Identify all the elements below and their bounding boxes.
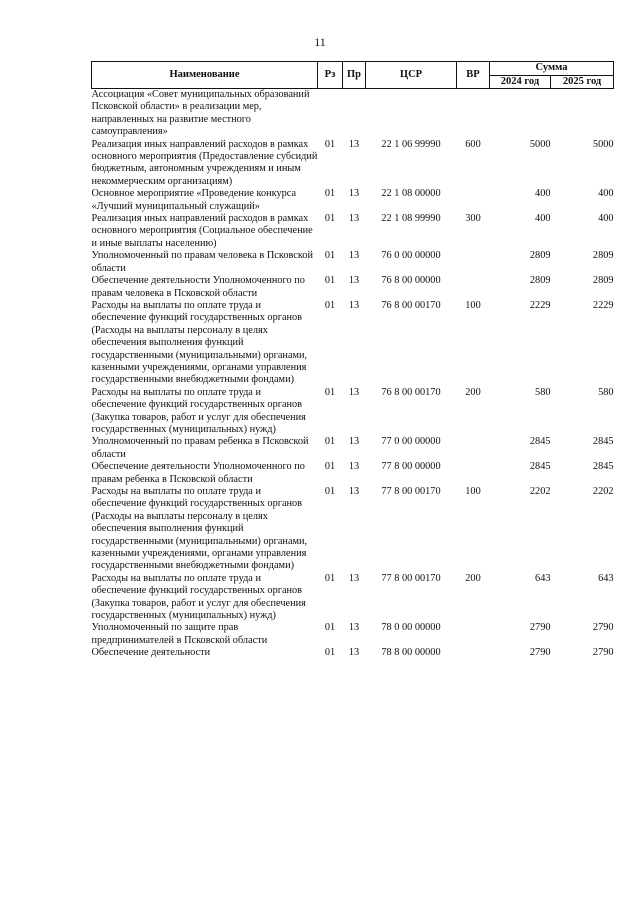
cell-rz: 01 xyxy=(324,486,336,497)
cell-pr: 13 xyxy=(348,386,360,398)
cell-y2025: 2202 xyxy=(592,486,614,497)
cell-rz: 01 xyxy=(324,436,336,448)
cell-y2024 xyxy=(490,89,551,139)
cell-vr: 600 xyxy=(465,138,481,150)
header-pr: Пр xyxy=(343,62,366,89)
header-csr: ЦСР xyxy=(366,62,457,89)
table-row xyxy=(92,647,614,659)
cell-vr: 300 xyxy=(465,213,481,225)
cell-y2024: 2790 xyxy=(529,622,551,634)
cell-y2025: 2809 xyxy=(592,275,614,287)
cell-pr: 13 xyxy=(348,188,360,200)
cell-y2024: 400 xyxy=(535,188,551,200)
cell-csr xyxy=(366,89,457,139)
cell-name: Обеспечение деятельности xyxy=(91,647,211,659)
header-vr: ВР xyxy=(457,62,490,89)
cell-y2025: 5000 xyxy=(592,138,614,150)
table-row xyxy=(92,486,614,573)
cell-pr: 13 xyxy=(348,647,360,659)
cell-vr xyxy=(457,275,490,300)
cell-y2025: 2845 xyxy=(592,436,614,448)
cell-y2024: 643 xyxy=(535,572,551,584)
cell-pr: 13 xyxy=(348,461,360,473)
cell-pr: 13 xyxy=(348,572,360,584)
cell-csr: 77 8 00 00170 xyxy=(381,486,441,497)
cell-y2025: 643 xyxy=(598,572,614,584)
table-row xyxy=(92,89,614,139)
cell-y2024: 2845 xyxy=(529,461,551,473)
table-row xyxy=(92,461,614,486)
table-row xyxy=(92,275,614,300)
cell-rz: 01 xyxy=(324,213,336,225)
cell-csr: 78 8 00 00000 xyxy=(381,647,441,659)
cell-rz: 01 xyxy=(324,250,336,262)
cell-y2024: 2845 xyxy=(529,436,551,448)
cell-vr: 200 xyxy=(465,572,481,584)
table-row xyxy=(92,300,614,387)
cell-y2024: 2809 xyxy=(529,275,551,287)
table-row xyxy=(92,213,614,250)
table-row xyxy=(92,436,614,461)
cell-y2024: 2809 xyxy=(529,250,551,262)
cell-pr: 13 xyxy=(348,299,360,311)
table-row xyxy=(92,387,614,437)
cell-pr: 13 xyxy=(348,250,360,262)
cell-y2025: 2809 xyxy=(592,250,614,262)
cell-name: Обеспечение деятельности Уполномоченного по правам человека в Псковской области xyxy=(91,275,305,299)
cell-pr: 13 xyxy=(348,436,360,448)
header-rz: Рз xyxy=(318,62,343,89)
cell-rz: 01 xyxy=(324,572,336,584)
cell-vr xyxy=(457,250,490,275)
cell-y2024: 580 xyxy=(535,386,551,398)
cell-y2024: 2202 xyxy=(529,486,551,497)
page-number: 11 xyxy=(314,35,326,49)
cell-y2025: 580 xyxy=(598,386,614,398)
cell-vr xyxy=(457,89,490,139)
cell-csr: 22 1 06 99990 xyxy=(381,138,441,150)
cell-name: Обеспечение деятельности Уполномоченного по правам ребенка в Псковской области xyxy=(91,461,305,485)
cell-pr: 13 xyxy=(348,622,360,634)
table-body xyxy=(92,89,614,660)
cell-name: Уполномоченный по правам ребенка в Псковской области xyxy=(91,436,309,460)
cell-y2025: 2229 xyxy=(592,299,614,311)
budget-table xyxy=(91,61,614,660)
cell-y2025: 2790 xyxy=(592,647,614,659)
cell-name: Расходы на выплаты по оплате труда и обеспечение функций государственных органов (Расходы на выплаты персоналу в целях обеспечения выполнения функций государственными (муниципальными) органами, казенными учреждениями, органами управления государственными внебюджетными фондами) xyxy=(91,299,308,386)
cell-rz: 01 xyxy=(324,138,336,150)
cell-vr xyxy=(457,188,490,213)
cell-vr xyxy=(457,622,490,647)
table-row xyxy=(92,573,614,623)
table-row xyxy=(92,188,614,213)
cell-y2025: 2790 xyxy=(592,622,614,634)
cell-rz: 01 xyxy=(324,275,336,287)
header-year-2025: 2025 год xyxy=(551,75,614,89)
cell-csr: 76 8 00 00000 xyxy=(381,275,441,287)
cell-csr: 76 8 00 00170 xyxy=(381,299,441,311)
cell-rz: 01 xyxy=(324,188,336,200)
cell-y2025: 2845 xyxy=(592,461,614,473)
cell-rz: 01 xyxy=(324,461,336,473)
cell-csr: 76 0 00 00000 xyxy=(381,250,441,262)
cell-rz xyxy=(318,89,343,139)
cell-y2025: 400 xyxy=(598,213,614,225)
cell-csr: 22 1 08 99990 xyxy=(381,213,441,225)
cell-rz: 01 xyxy=(324,299,336,311)
cell-vr: 200 xyxy=(465,386,481,398)
cell-y2024: 400 xyxy=(535,213,551,225)
cell-vr xyxy=(457,436,490,461)
cell-csr: 78 0 00 00000 xyxy=(381,622,441,634)
header-year-2024: 2024 год xyxy=(490,75,551,89)
cell-name: Реализация иных направлений расходов в рамках основного мероприятия (Социальное обеспечение и иные выплаты населению) xyxy=(91,213,313,249)
cell-name: Ассоциация «Совет муниципальных образований Псковской области» в реализации мер, направленных на развитие местного самоуправления» xyxy=(91,89,310,138)
cell-y2024: 2790 xyxy=(529,647,551,659)
cell-csr: 76 8 00 00170 xyxy=(381,386,441,398)
cell-vr xyxy=(457,647,490,659)
cell-pr: 13 xyxy=(348,213,360,225)
cell-name: Расходы на выплаты по оплате труда и обеспечение функций государственных органов (Расходы на выплаты персоналу в целях обеспечения выполнения функций государственными (муниципальными) органами, казенными учреждениями, органами управления государственными внебюджетными фондами) xyxy=(91,486,308,572)
cell-pr: 13 xyxy=(348,275,360,287)
cell-rz: 01 xyxy=(324,386,336,398)
table-row xyxy=(92,250,614,275)
cell-y2024: 2229 xyxy=(529,299,551,311)
cell-csr: 77 8 00 00170 xyxy=(381,572,441,584)
cell-csr: 77 0 00 00000 xyxy=(381,436,441,448)
cell-vr: 100 xyxy=(465,299,481,311)
cell-vr xyxy=(457,461,490,486)
header-name: Наименование xyxy=(92,62,318,89)
header-sum: Сумма xyxy=(490,62,614,76)
cell-name: Уполномоченный по правам человека в Псковской области xyxy=(91,250,314,274)
cell-pr xyxy=(343,89,366,139)
cell-name: Расходы на выплаты по оплате труда и обеспечение функций государственных органов (Закупка товаров, работ и услуг для обеспечения государственных (муниципальных) нужд) xyxy=(91,386,306,435)
cell-name: Уполномоченный по защите прав предпринимателей в Псковской области xyxy=(91,622,268,646)
cell-y2024: 5000 xyxy=(529,138,551,150)
cell-name: Основное мероприятие «Проведение конкурса «Лучший муниципальный служащий» xyxy=(91,188,297,212)
cell-y2025: 400 xyxy=(598,188,614,200)
cell-pr: 13 xyxy=(348,486,360,497)
cell-y2025 xyxy=(551,89,614,139)
cell-name: Реализация иных направлений расходов в рамках основного мероприятия (Предоставление субсидий бюджетным, автономным учреждениям и иным некоммерческим организациям) xyxy=(91,138,318,187)
table-row xyxy=(92,139,614,189)
cell-csr: 77 8 00 00000 xyxy=(381,461,441,473)
cell-csr: 22 1 08 00000 xyxy=(381,188,441,200)
table-row xyxy=(92,622,614,647)
cell-pr: 13 xyxy=(348,138,360,150)
cell-rz: 01 xyxy=(324,647,336,659)
cell-name: Расходы на выплаты по оплате труда и обеспечение функций государственных органов (Закупка товаров, работ и услуг для обеспечения государственных (муниципальных) нужд) xyxy=(91,572,306,622)
cell-rz: 01 xyxy=(324,622,336,634)
cell-vr: 100 xyxy=(465,486,481,497)
